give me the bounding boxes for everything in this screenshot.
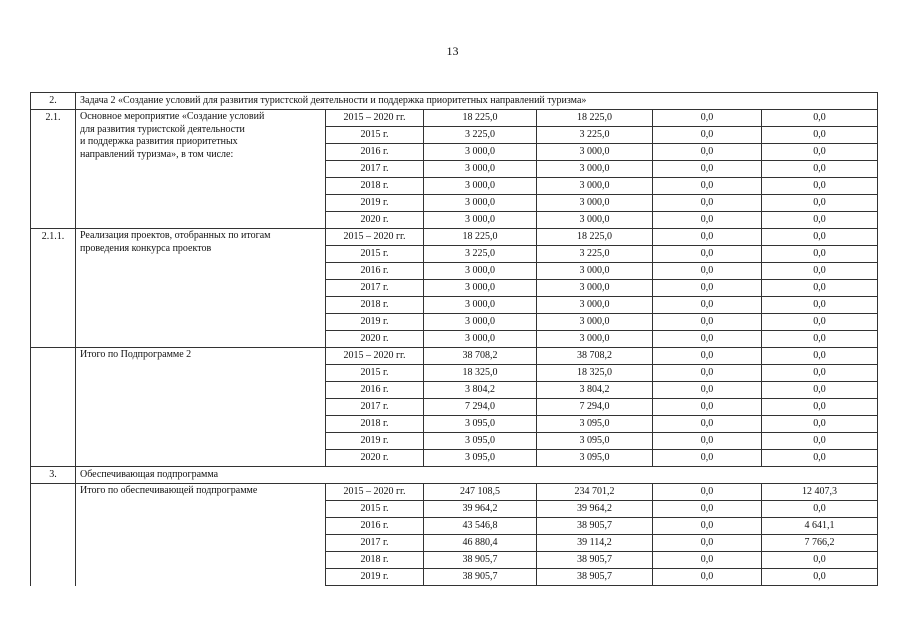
period-cell: 2018 г.	[326, 552, 424, 569]
value-col4: 0,0	[762, 399, 878, 416]
value-col2: 3 000,0	[537, 280, 653, 297]
period-cell: 2019 г.	[326, 433, 424, 450]
value-total: 3 095,0	[424, 450, 537, 467]
period-cell: 2017 г.	[326, 399, 424, 416]
value-total: 38 905,7	[424, 552, 537, 569]
value-col2: 18 225,0	[537, 110, 653, 127]
value-col4: 0,0	[762, 263, 878, 280]
value-col4: 0,0	[762, 552, 878, 569]
value-col3: 0,0	[653, 229, 762, 246]
value-col4: 0,0	[762, 110, 878, 127]
value-col2: 3 000,0	[537, 212, 653, 229]
value-col2: 18 225,0	[537, 229, 653, 246]
value-col2: 3 804,2	[537, 382, 653, 399]
value-col4: 4 641,1	[762, 518, 878, 535]
value-total: 3 000,0	[424, 212, 537, 229]
value-total: 3 000,0	[424, 331, 537, 348]
value-col3: 0,0	[653, 212, 762, 229]
value-total: 7 294,0	[424, 399, 537, 416]
value-col4: 0,0	[762, 416, 878, 433]
section-number: 2.	[31, 93, 76, 110]
period-cell: 2015 – 2020 гг.	[326, 348, 424, 365]
value-total: 3 095,0	[424, 416, 537, 433]
value-col2: 3 000,0	[537, 297, 653, 314]
period-cell: 2016 г.	[326, 382, 424, 399]
value-col4: 0,0	[762, 382, 878, 399]
program-table	[30, 92, 878, 586]
value-col3: 0,0	[653, 331, 762, 348]
value-col4: 0,0	[762, 433, 878, 450]
value-col4: 0,0	[762, 331, 878, 348]
value-col3: 0,0	[653, 246, 762, 263]
value-col2: 38 905,7	[537, 569, 653, 586]
value-col3: 0,0	[653, 314, 762, 331]
value-col3: 0,0	[653, 450, 762, 467]
table-row	[31, 110, 878, 127]
value-total: 3 000,0	[424, 195, 537, 212]
value-col2: 38 905,7	[537, 518, 653, 535]
value-col3: 0,0	[653, 535, 762, 552]
section-title: Задача 2 «Создание условий для развития туристской деятельности и поддержка приоритетных направлений туризма»	[76, 93, 878, 110]
value-total: 3 225,0	[424, 246, 537, 263]
period-cell: 2015 – 2020 гг.	[326, 229, 424, 246]
value-col3: 0,0	[653, 280, 762, 297]
period-cell: 2016 г.	[326, 263, 424, 280]
page-number: 13	[446, 44, 459, 58]
value-col2: 3 000,0	[537, 161, 653, 178]
section-row	[31, 467, 878, 484]
value-col3: 0,0	[653, 297, 762, 314]
value-total: 18 325,0	[424, 365, 537, 382]
value-col2: 3 000,0	[537, 178, 653, 195]
value-col4: 0,0	[762, 314, 878, 331]
item-number: 2.1.1.	[31, 229, 76, 348]
value-col2: 7 294,0	[537, 399, 653, 416]
period-cell: 2018 г.	[326, 178, 424, 195]
value-col3: 0,0	[653, 195, 762, 212]
value-col4: 0,0	[762, 212, 878, 229]
table-row	[31, 348, 878, 365]
value-col2: 39 964,2	[537, 501, 653, 518]
period-cell: 2016 г.	[326, 518, 424, 535]
value-total: 3 000,0	[424, 144, 537, 161]
item-number	[31, 348, 76, 467]
value-col2: 3 095,0	[537, 450, 653, 467]
value-col2: 3 095,0	[537, 416, 653, 433]
value-total: 3 000,0	[424, 314, 537, 331]
period-cell: 2015 г.	[326, 246, 424, 263]
value-col3: 0,0	[653, 348, 762, 365]
value-col3: 0,0	[653, 382, 762, 399]
period-cell: 2020 г.	[326, 212, 424, 229]
period-cell: 2015 – 2020 гг.	[326, 484, 424, 501]
value-col2: 3 225,0	[537, 127, 653, 144]
period-cell: 2019 г.	[326, 314, 424, 331]
value-col4: 0,0	[762, 365, 878, 382]
value-col2: 3 000,0	[537, 144, 653, 161]
value-col4: 0,0	[762, 144, 878, 161]
value-total: 39 964,2	[424, 501, 537, 518]
period-cell: 2020 г.	[326, 450, 424, 467]
value-col3: 0,0	[653, 161, 762, 178]
value-total: 43 546,8	[424, 518, 537, 535]
period-cell: 2018 г.	[326, 297, 424, 314]
value-col3: 0,0	[653, 484, 762, 501]
value-total: 3 000,0	[424, 178, 537, 195]
period-cell: 2017 г.	[326, 280, 424, 297]
item-label: Итого по обеспечивающей подпрограмме	[76, 484, 326, 586]
value-col4: 0,0	[762, 127, 878, 144]
value-total: 3 804,2	[424, 382, 537, 399]
period-cell: 2015 г.	[326, 365, 424, 382]
period-cell: 2017 г.	[326, 535, 424, 552]
value-col4: 0,0	[762, 450, 878, 467]
value-total: 38 905,7	[424, 569, 537, 586]
value-total: 18 225,0	[424, 229, 537, 246]
item-label: Реализация проектов, отобранных по итогам проведения конкурса проектов	[76, 229, 326, 348]
value-col2: 3 000,0	[537, 331, 653, 348]
item-number	[31, 484, 76, 586]
period-cell: 2018 г.	[326, 416, 424, 433]
value-col4: 0,0	[762, 297, 878, 314]
value-col4: 0,0	[762, 569, 878, 586]
value-total: 3 000,0	[424, 297, 537, 314]
section-row	[31, 93, 878, 110]
period-cell: 2016 г.	[326, 144, 424, 161]
value-col3: 0,0	[653, 263, 762, 280]
value-col2: 18 325,0	[537, 365, 653, 382]
period-cell: 2015 – 2020 гг.	[326, 110, 424, 127]
value-col2: 234 701,2	[537, 484, 653, 501]
value-col4: 0,0	[762, 280, 878, 297]
value-col4: 0,0	[762, 246, 878, 263]
period-cell: 2015 г.	[326, 501, 424, 518]
item-label: Итого по Подпрограмме 2	[76, 348, 326, 467]
period-cell: 2017 г.	[326, 161, 424, 178]
value-col2: 38 905,7	[537, 552, 653, 569]
table-row	[31, 229, 878, 246]
value-col2: 3 000,0	[537, 314, 653, 331]
period-cell: 2019 г.	[326, 569, 424, 586]
value-col4: 0,0	[762, 229, 878, 246]
value-col3: 0,0	[653, 110, 762, 127]
value-col4: 0,0	[762, 178, 878, 195]
value-total: 247 108,5	[424, 484, 537, 501]
value-col4: 0,0	[762, 501, 878, 518]
period-cell: 2019 г.	[326, 195, 424, 212]
value-col3: 0,0	[653, 127, 762, 144]
section-number: 3.	[31, 467, 76, 484]
value-col2: 3 000,0	[537, 195, 653, 212]
value-total: 38 708,2	[424, 348, 537, 365]
value-col3: 0,0	[653, 433, 762, 450]
value-col4: 0,0	[762, 195, 878, 212]
value-col2: 3 095,0	[537, 433, 653, 450]
table-row	[31, 484, 878, 501]
value-total: 3 095,0	[424, 433, 537, 450]
value-total: 3 225,0	[424, 127, 537, 144]
value-col3: 0,0	[653, 552, 762, 569]
period-cell: 2020 г.	[326, 331, 424, 348]
value-col3: 0,0	[653, 178, 762, 195]
value-col4: 12 407,3	[762, 484, 878, 501]
value-col4: 0,0	[762, 348, 878, 365]
section-title: Обеспечивающая подпрограмма	[76, 467, 878, 484]
value-col4: 7 766,2	[762, 535, 878, 552]
value-total: 3 000,0	[424, 161, 537, 178]
item-label: Основное мероприятие «Создание условий для развития туристской деятельности и поддержка развития приоритетных направлений туризма», в том числе:	[76, 110, 326, 229]
value-total: 46 880,4	[424, 535, 537, 552]
value-col3: 0,0	[653, 365, 762, 382]
value-total: 3 000,0	[424, 280, 537, 297]
value-col3: 0,0	[653, 399, 762, 416]
value-col3: 0,0	[653, 144, 762, 161]
value-col2: 3 225,0	[537, 246, 653, 263]
period-cell: 2015 г.	[326, 127, 424, 144]
value-col3: 0,0	[653, 518, 762, 535]
value-col4: 0,0	[762, 161, 878, 178]
value-col2: 3 000,0	[537, 263, 653, 280]
value-total: 3 000,0	[424, 263, 537, 280]
value-col2: 38 708,2	[537, 348, 653, 365]
value-col3: 0,0	[653, 416, 762, 433]
value-col3: 0,0	[653, 501, 762, 518]
value-col3: 0,0	[653, 569, 762, 586]
item-number: 2.1.	[31, 110, 76, 229]
value-col2: 39 114,2	[537, 535, 653, 552]
value-total: 18 225,0	[424, 110, 537, 127]
